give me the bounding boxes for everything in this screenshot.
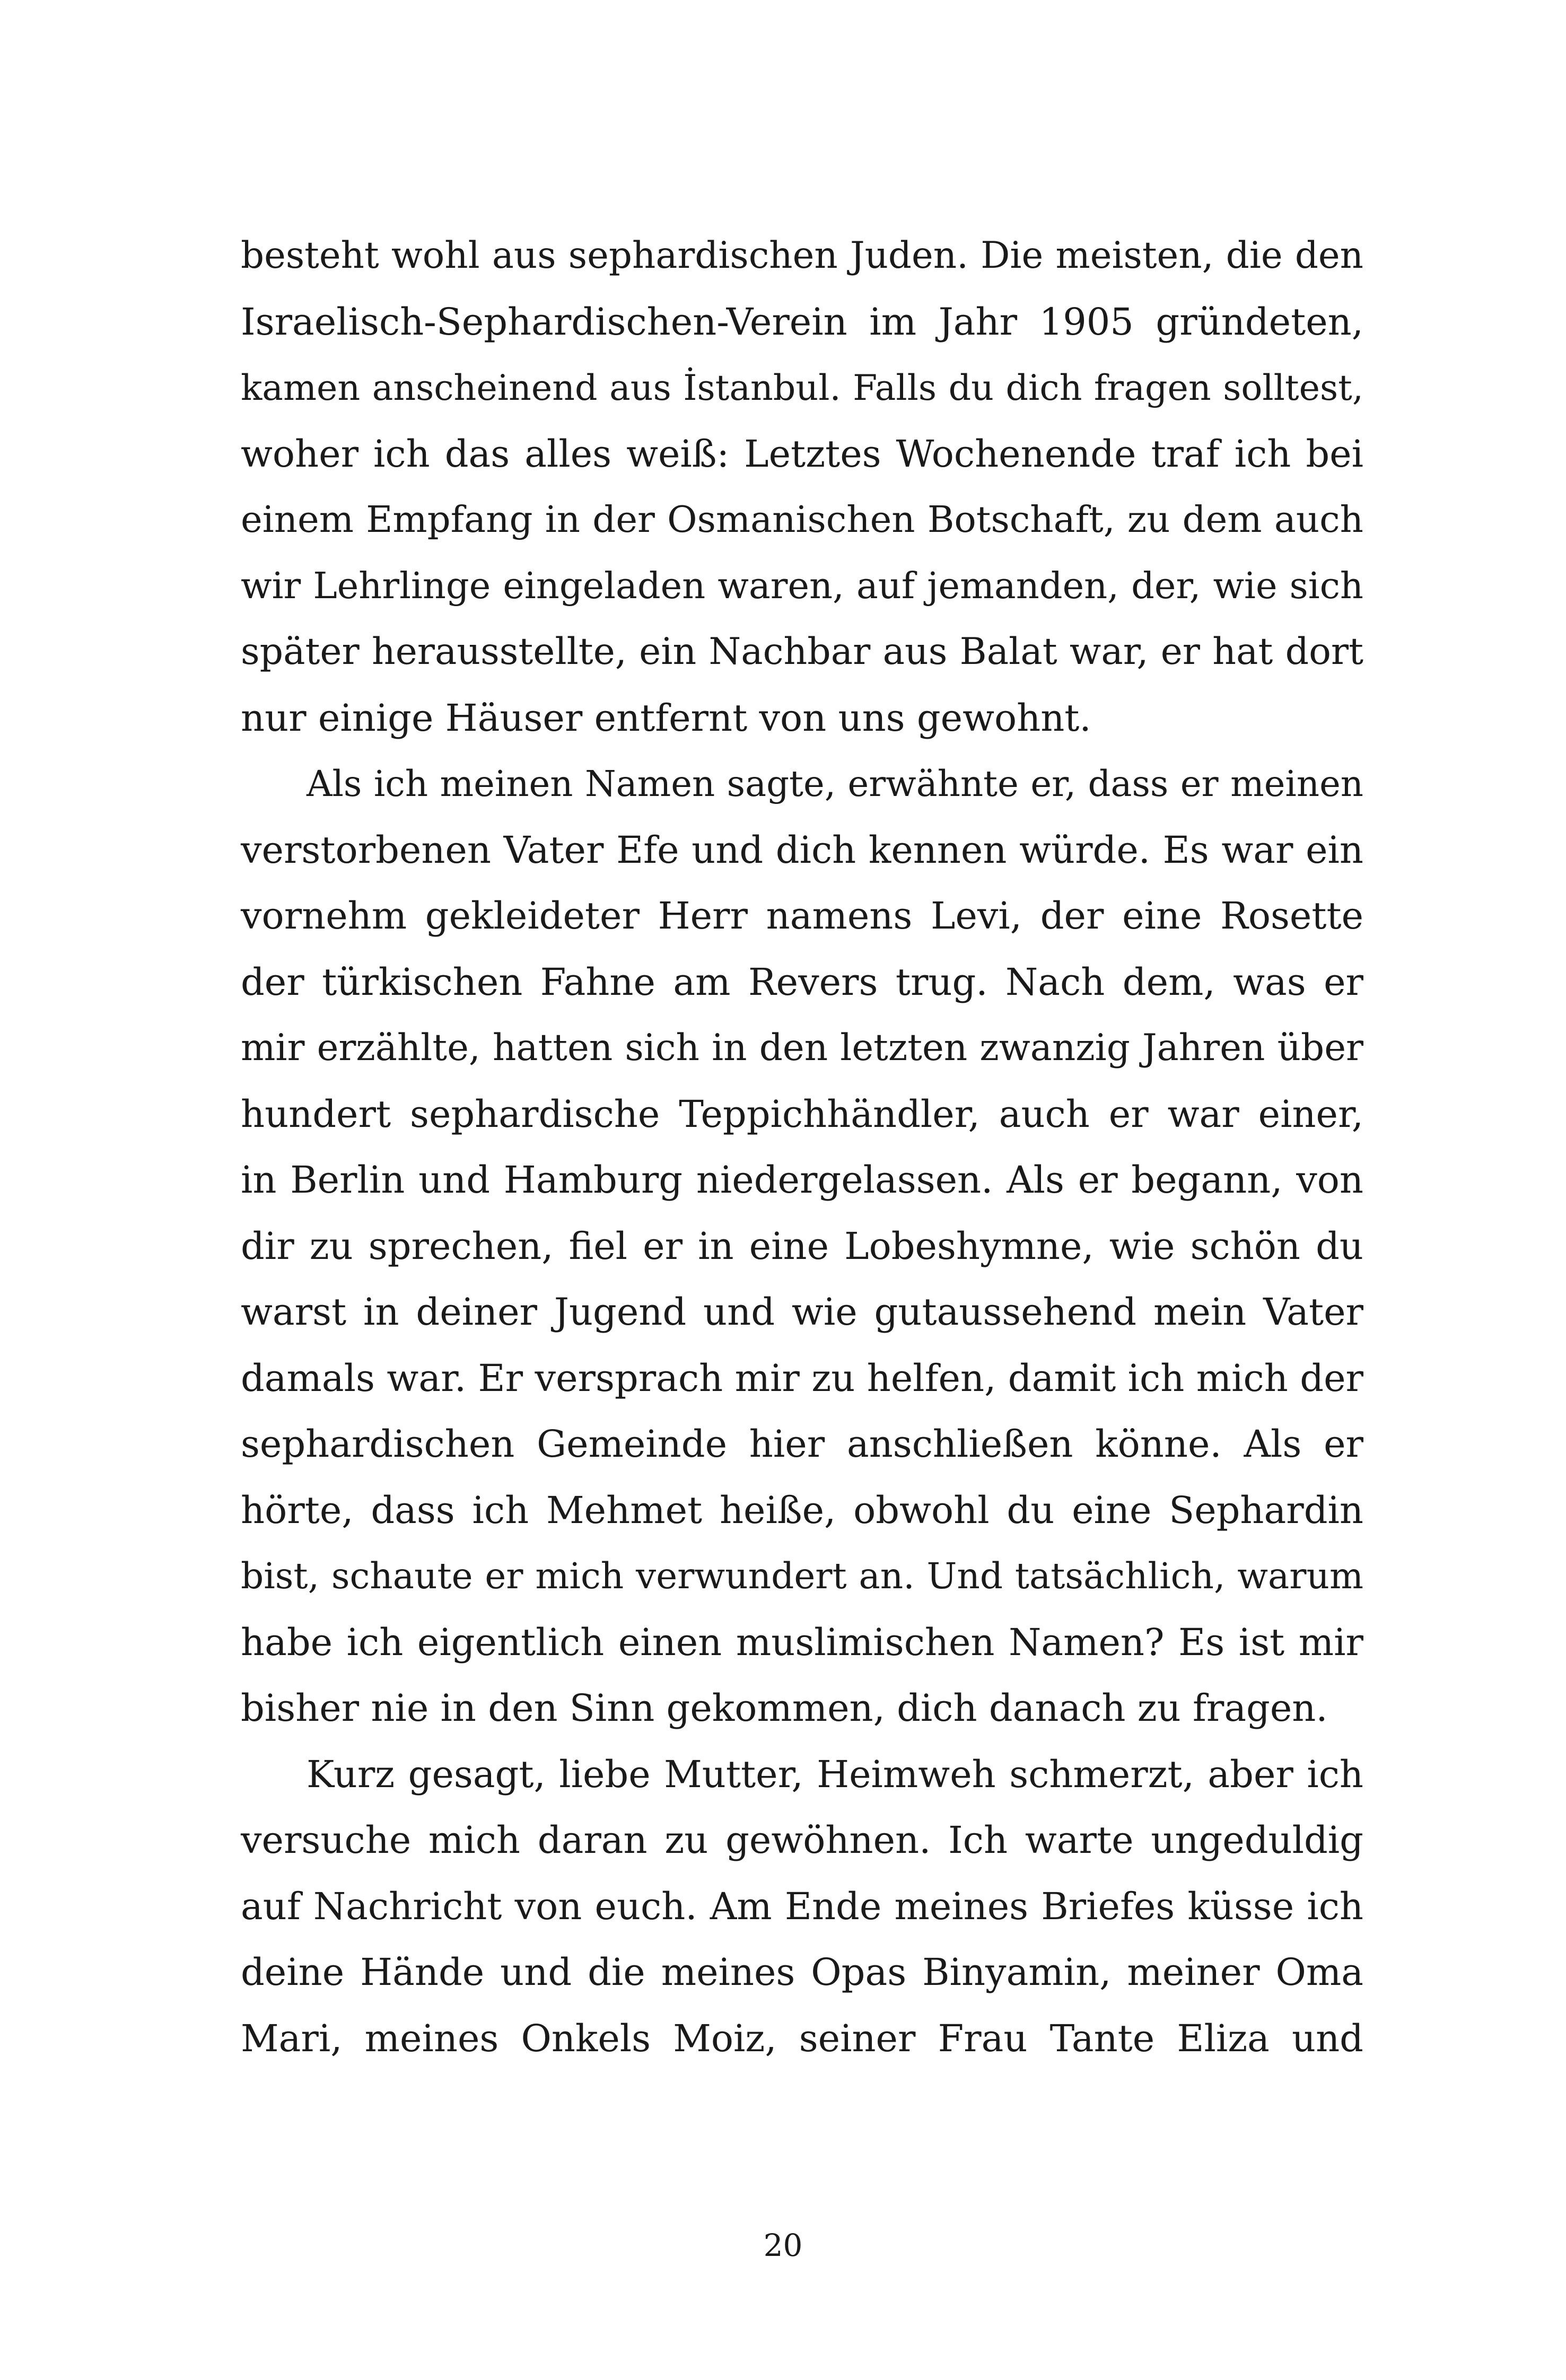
text-line: dir zu sprechen, fiel er in eine Lobeshymne, wie schön du [241,1224,1363,1268]
text-line: besteht wohl aus sephardischen Juden. Die meisten, die den [241,234,1363,277]
text-line: habe ich eigentlich einen muslimischen Namen? Es ist mir [241,1620,1363,1664]
text-line: bisher nie in den Sinn gekommen, dich danach zu fragen. [241,1686,1328,1730]
text-line: mir erzählte, hatten sich in den letzten zwanzig Jahren über [241,1027,1363,1069]
text-line: sephardischen Gemeinde hier anschließen könne. Als er [241,1422,1363,1466]
text-line: deine Hände und die meines Opas Binyamin, meiner Oma [241,1950,1363,1994]
text-line: hörte, dass ich Mehmet heiße, obwohl du eine Sephardin [241,1488,1363,1532]
text-line: in Berlin und Hamburg niedergelassen. Als er begann, von [241,1158,1363,1202]
text-line: Kurz gesagt, liebe Mutter, Heimweh schmerzt, aber ich [307,1752,1363,1796]
text-line: damals war. Er versprach mir zu helfen, damit ich mich der [241,1356,1363,1400]
page-number: 20 [763,2227,803,2263]
text-line: woher ich das alles weiß: Letztes Wochenende traf ich bei [241,432,1363,476]
text-line: Israelisch-Sephardischen-Verein im Jahr 1905 gründeten, [241,300,1363,344]
text-line: auf Nachricht von euch. Am Ende meines Briefes küsse ich [241,1884,1363,1928]
text-line: versuche mich daran zu gewöhnen. Ich warte ungeduldig [241,1818,1363,1862]
text-line: warst in deiner Jugend und wie gutaussehend mein Vater [241,1290,1363,1334]
text-line: nur einige Häuser entfernt von uns gewohnt. [241,696,1091,740]
text-line: hundert sephardische Teppichhändler, auch er war einer, [241,1092,1363,1136]
body-text [241,223,1363,2071]
text-line: kamen anscheinend aus İstanbul. Falls du dich fragen solltest, [241,367,1363,408]
text-line: später herausstellte, ein Nachbar aus Balat war, er hat dort [241,631,1363,673]
text-line: bist, schaute er mich verwundert an. Und tatsächlich, warum [241,1555,1363,1597]
text-line: der türkischen Fahne am Revers trug. Nach dem, was er [241,960,1363,1004]
text-line: Mari, meines Onkels Moiz, seiner Frau Tante Eliza und [241,2016,1363,2060]
text-line: Als ich meinen Namen sagte, erwähnte er, dass er meinen [307,763,1363,804]
text-line: verstorbenen Vater Efe und dich kennen würde. Es war ein [241,828,1363,872]
text-line: einem Empfang in der Osmanischen Botschaft, zu dem auch [241,498,1363,541]
text-line: wir Lehrlinge eingeladen waren, auf jemanden, der, wie sich [241,564,1363,607]
text-line: vornehm gekleideter Herr namens Levi, der eine Rosette [241,894,1363,938]
